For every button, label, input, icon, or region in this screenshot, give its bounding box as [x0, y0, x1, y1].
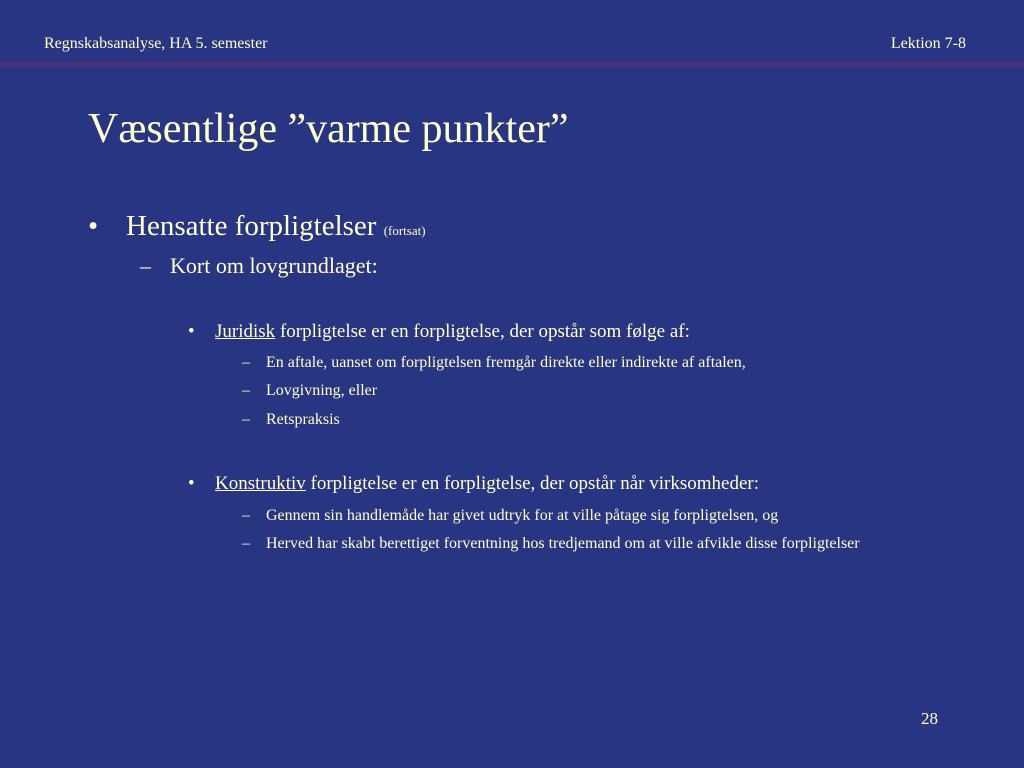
sub-bullet-text: Kort om lovgrundlaget: [170, 253, 378, 278]
list-item-text: Lovgivning, eller [266, 382, 378, 399]
page-number: 28 [921, 709, 938, 728]
header-right: Lektion 7-8 [890, 35, 966, 52]
bullet-symbol: • [88, 210, 99, 242]
header-rule [0, 62, 1024, 67]
list-item-text: En aftale, uanset om forpligtelsen fremgår direkte eller indirekte af aftalen, [266, 354, 746, 371]
juridisk-text: forpligtelse er en forpligtelse, der opstår som følge af: [275, 321, 690, 342]
list-item-text: Gennem sin handlemåde har givet udtryk for at ville påtage sig forpligtelsen, og [266, 507, 779, 524]
dash-symbol: – [242, 507, 250, 524]
bullet-symbol: • [188, 473, 195, 494]
dash-symbol: – [242, 382, 250, 399]
dash-symbol: – [242, 535, 250, 552]
konstruktiv-term: Konstruktiv [215, 473, 306, 494]
slide-title: Væsentlige ”varme punkter” [88, 106, 569, 152]
dash-symbol: – [140, 253, 151, 278]
bullet-text: Hensatte forpligtelser [126, 210, 377, 242]
list-item-text: Herved har skabt berettiget forventning hos tredjemand om at ville afvikle disse forpligtelser [266, 535, 860, 552]
header-left: Regnskabsanalyse, HA 5. semester [44, 35, 268, 52]
dash-symbol: – [242, 354, 250, 371]
bullet-symbol: • [188, 321, 195, 342]
juridisk-term: Juridisk [215, 321, 276, 342]
list-item-text: Retspraksis [266, 411, 340, 428]
dash-symbol: – [242, 411, 250, 428]
bullet-note: (fortsat) [383, 223, 426, 238]
konstruktiv-text: forpligtelse er en forpligtelse, der opstår når virksomheder: [305, 473, 759, 494]
